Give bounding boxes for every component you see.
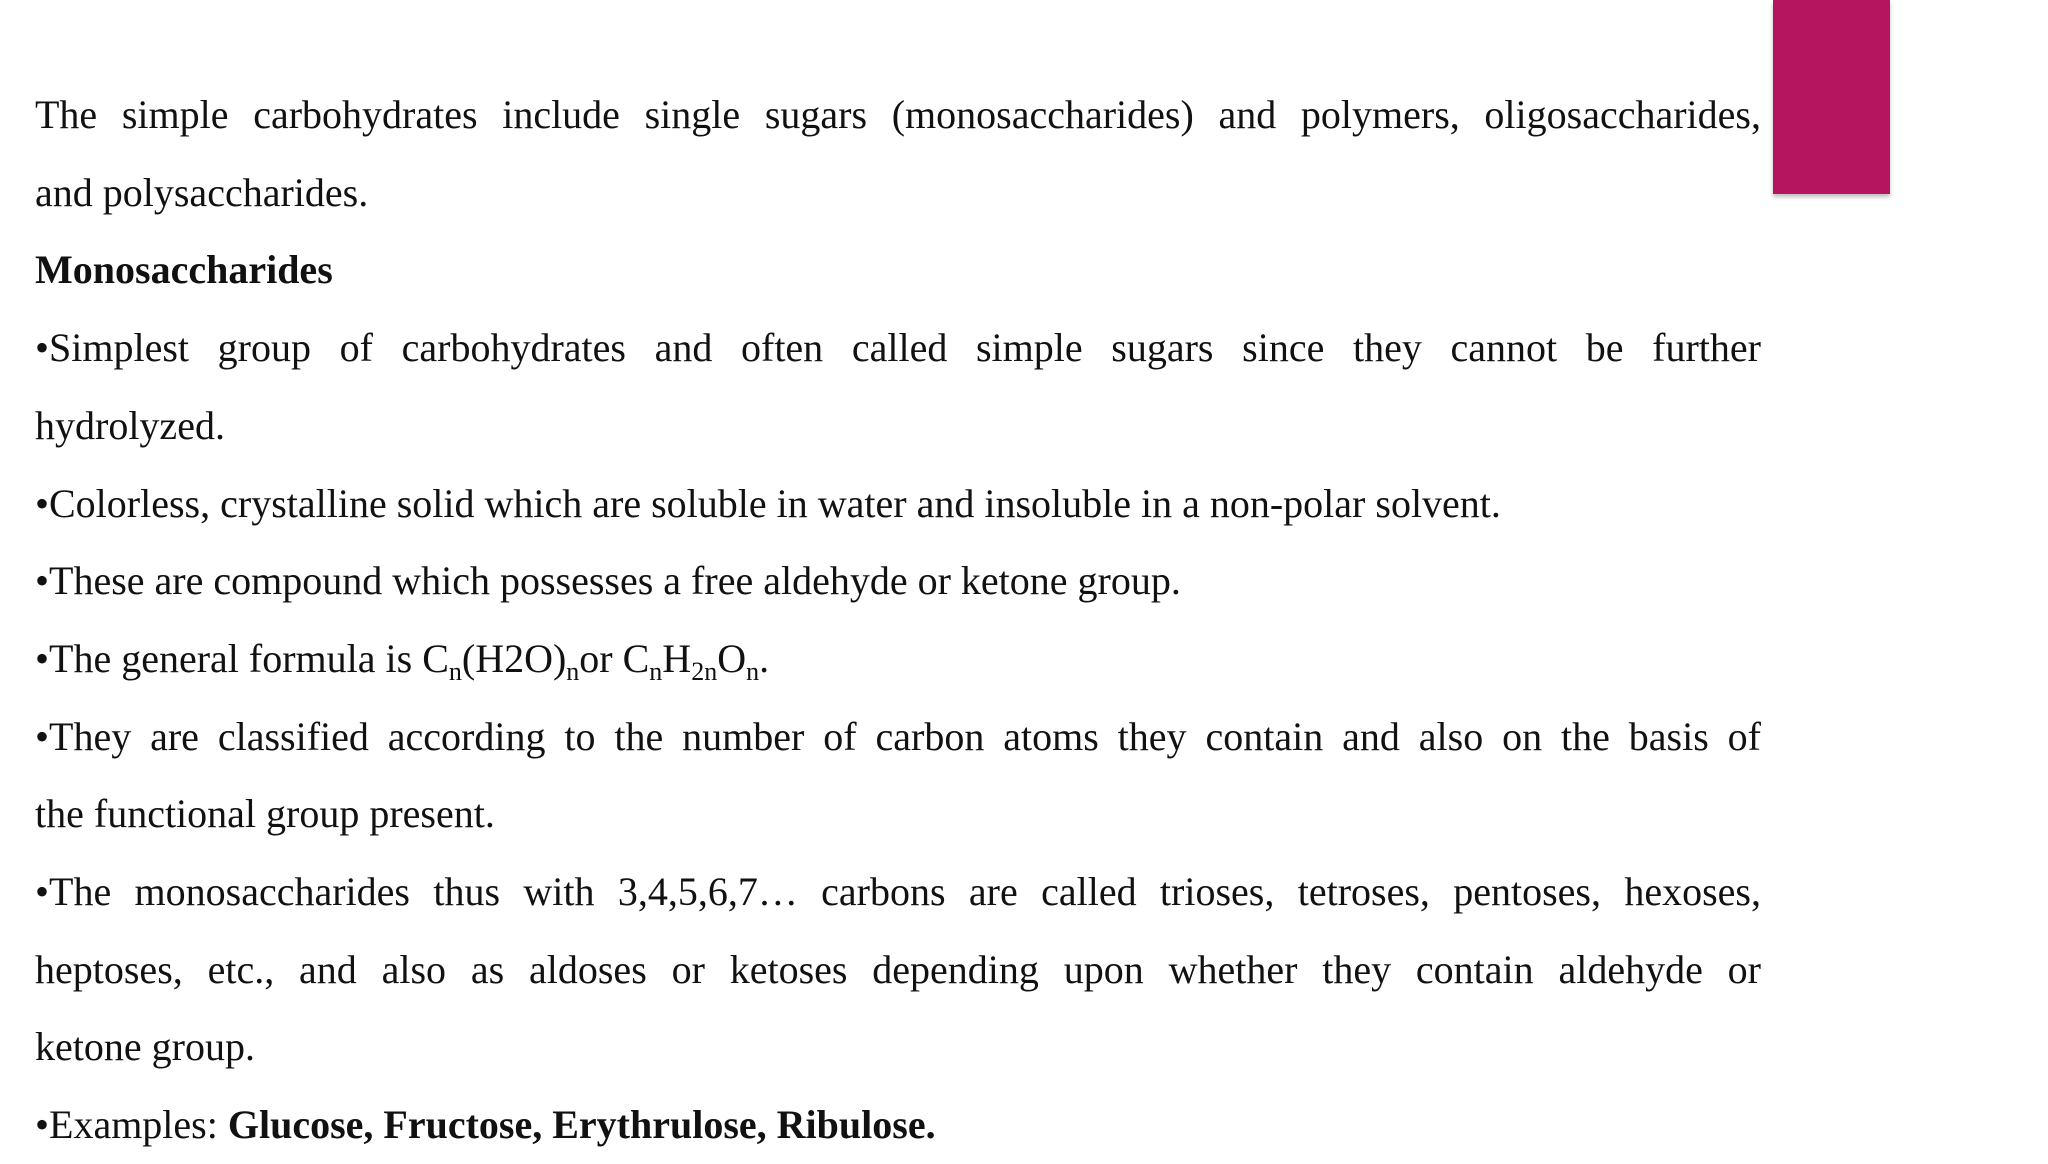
bullet-7-examples xyxy=(35,1086,1761,1164)
formula-sub-2: n xyxy=(566,656,580,686)
bullet-6-line-2: heptoses, etc., and also as aldoses or ketoses depending upon whether they contain aldehyde or xyxy=(35,946,1761,992)
bullet-2: •Colorless, crystalline solid which are soluble in water and insoluble in a non-polar solvent. xyxy=(35,480,1501,526)
bullet-1-line-1: •Simplest group of carbohydrates and often called simple sugars since they cannot be further xyxy=(35,325,1761,371)
formula-part-4: O xyxy=(717,635,747,681)
bullet-5-line-2: the functional group present. xyxy=(35,791,495,837)
bullet-1-line-2: hydrolyzed. xyxy=(35,402,225,448)
bullet-3: •These are compound which possesses a free aldehyde or ketone group. xyxy=(35,558,1181,604)
section-heading: Monosaccharides xyxy=(35,247,333,293)
formula-sub-3: n xyxy=(649,656,663,686)
intro-line-2: and polysaccharides. xyxy=(35,169,369,215)
accent-bar xyxy=(1773,0,1890,194)
bullet-4-formula xyxy=(35,620,1761,698)
slide-body xyxy=(35,76,1761,1164)
formula-prefix: •The general formula is C xyxy=(35,635,449,681)
formula-part-2: or C xyxy=(579,635,650,681)
formula-sub-5: n xyxy=(746,656,760,686)
examples-list: Glucose, Fructose, Erythrulose, Ribulose. xyxy=(227,1102,936,1148)
formula-sub-1: n xyxy=(448,656,462,686)
formula-sub-4: 2n xyxy=(691,656,718,686)
bullet-5-line-1: •They are classified according to the number of carbon atoms they contain and also on the basis of xyxy=(35,713,1761,759)
examples-prefix: •Examples: xyxy=(35,1102,228,1148)
formula-end: . xyxy=(759,635,770,681)
intro-line-1: The simple carbohydrates include single sugars (monosaccharides) and polymers, oligosaccharides, xyxy=(35,92,1761,137)
formula-part-1: (H2O) xyxy=(461,635,567,681)
bullet-6-line-3: ketone group. xyxy=(35,1024,255,1070)
bullet-6-line-1: •The monosaccharides thus with 3,4,5,6,7… carbons are called trioses, tetroses, pentoses, hexoses, xyxy=(35,869,1761,915)
formula-part-3: H xyxy=(662,635,692,681)
